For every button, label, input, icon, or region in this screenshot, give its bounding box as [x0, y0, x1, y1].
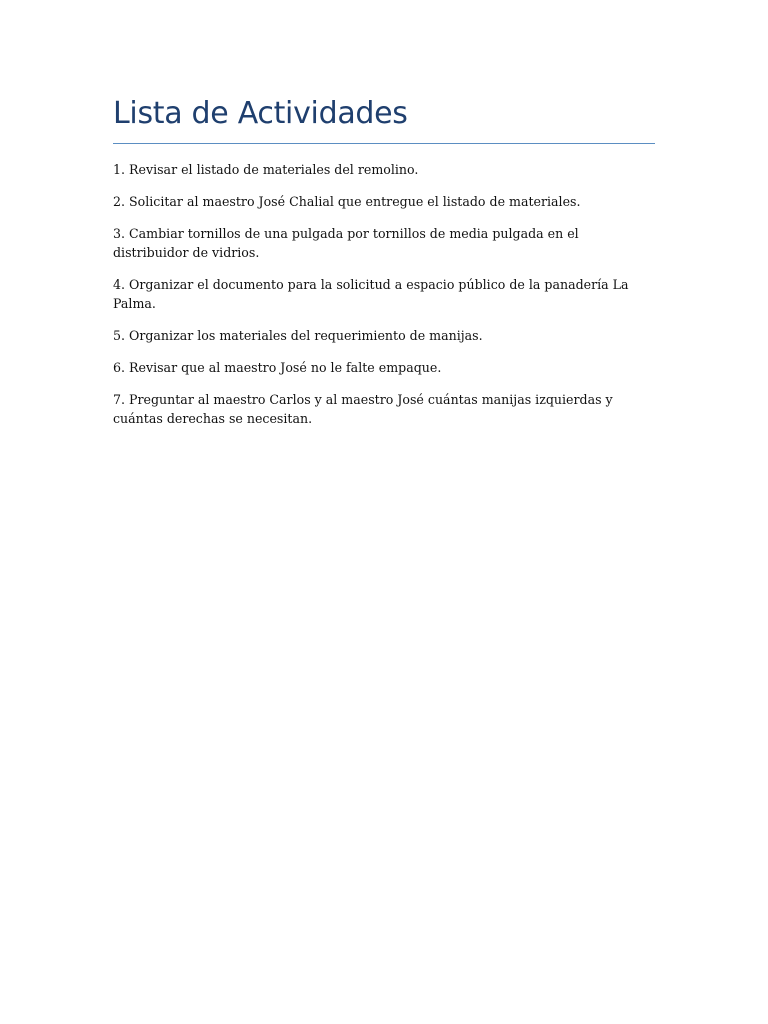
document-body — [113, 94, 655, 441]
document-title: Lista de Actividades — [113, 96, 408, 131]
activity-item-1: 1. Revisar el listado de materiales del remolino. — [113, 162, 419, 177]
activity-item-7: 7. Preguntar al maestro Carlos y al maestro José cuántas manijas izquierdas y cuántas derechas se necesitan. — [113, 392, 613, 426]
activity-item-2: 2. Solicitar al maestro José Chalial que entregue el listado de materiales. — [113, 194, 581, 209]
activity-item-3: 3. Cambiar tornillos de una pulgada por tornillos de media pulgada en el distribuidor de vidrios. — [113, 226, 579, 260]
activity-list — [113, 160, 655, 428]
activity-item-5: 5. Organizar los materiales del requerimiento de manijas. — [113, 328, 483, 343]
activity-item-4: 4. Organizar el documento para la solicitud a espacio público de la panadería La Palma. — [113, 277, 629, 311]
title-underline — [113, 143, 655, 144]
activity-item-6: 6. Revisar que al maestro José no le falte empaque. — [113, 360, 442, 375]
